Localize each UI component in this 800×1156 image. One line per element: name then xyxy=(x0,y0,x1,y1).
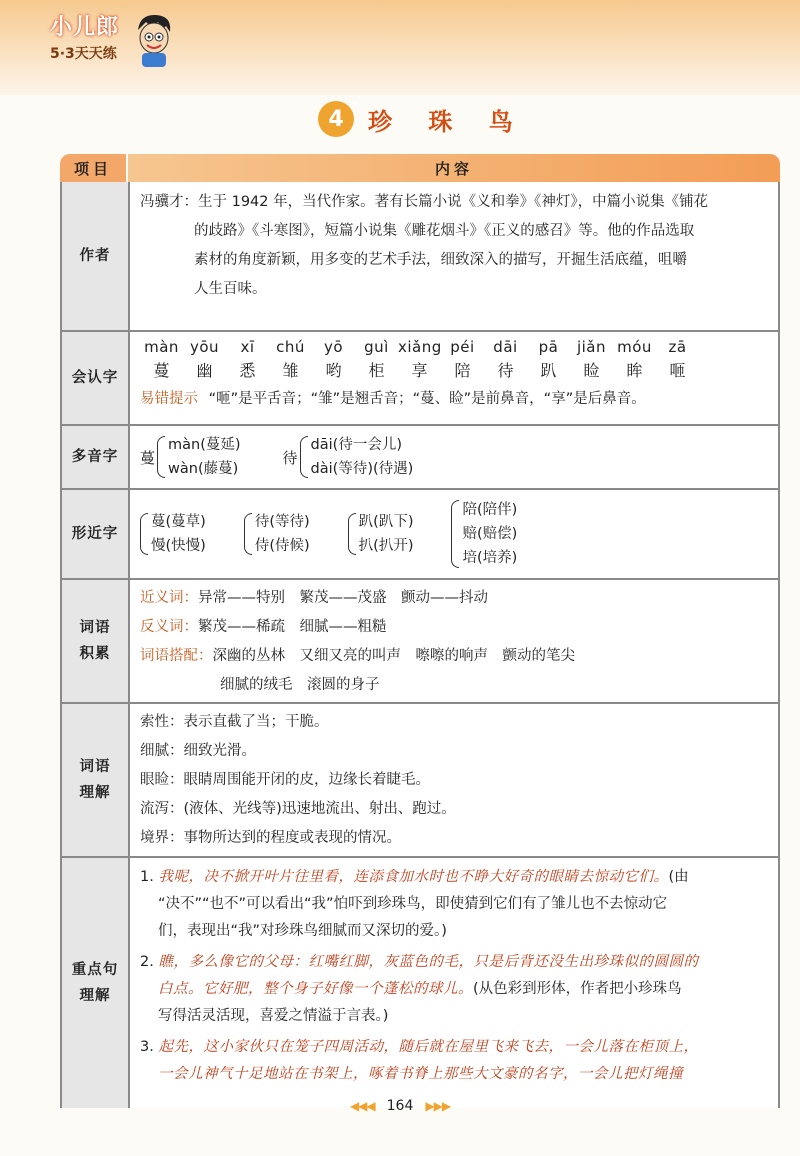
label-understand-2: 理解 xyxy=(79,785,111,801)
label-understand xyxy=(62,704,130,856)
char-item: 陪 xyxy=(454,361,471,380)
brace-icon xyxy=(451,500,459,568)
synonym-label: 近义词： xyxy=(140,590,198,606)
polyphone-group-1 xyxy=(140,433,241,481)
sentence-2-line-2 xyxy=(140,976,766,1003)
label-key-1: 重点句 xyxy=(71,962,119,978)
polyphone-group-2 xyxy=(283,433,414,481)
pinyin-item: yō xyxy=(323,338,344,356)
study-table xyxy=(60,154,780,1108)
row-similar xyxy=(62,490,778,580)
sentence-2-quote-a: 瞧，多么像它的父母：红嘴红脚，灰蓝色的毛，只是后背还没生出珍珠似的圆圆的 xyxy=(158,954,699,970)
pinyin-item: pā xyxy=(538,338,559,356)
sentence-1-note-b: “决不”“也不”可以看出“我”怕吓到珍珠鸟，即使猜到它们有了雏儿也不去惊动它 xyxy=(158,896,668,912)
char-item: 咂 xyxy=(669,361,686,380)
similar-item: 扒(扒开) xyxy=(358,538,414,554)
label-accumulate xyxy=(62,580,130,702)
label-key-sentences xyxy=(62,858,130,1108)
label-recognize: 会认字 xyxy=(62,332,130,424)
antonym-line xyxy=(140,613,766,642)
lesson-heading xyxy=(318,96,527,142)
similar-group-3 xyxy=(348,510,414,558)
label-understand-1: 词语 xyxy=(79,759,111,775)
row-accumulate xyxy=(62,580,778,704)
char-item: 蔓 xyxy=(153,361,170,380)
table-body xyxy=(60,182,780,1108)
definition-item: 眼睑：眼睛周围能开闭的皮，边缘长着睫毛。 xyxy=(140,772,430,788)
brand-title: 小儿郎 xyxy=(50,15,120,40)
header-band xyxy=(0,0,800,95)
sentence-1-note-c: 们，表现出“我”对珍珠鸟细腻而又深切的爱。) xyxy=(158,923,447,939)
char-row xyxy=(140,358,766,381)
lesson-title: 珍 珠 鸟 xyxy=(368,107,527,136)
synonym-text: 异常——特别 繁茂——茂盛 颤动——抖动 xyxy=(198,590,488,606)
pinyin-item: màn xyxy=(144,338,179,356)
sentence-1-number: 1. xyxy=(140,869,154,885)
polyphone-char-1: 蔓 xyxy=(140,448,156,467)
collocation-text-2: 细腻的绒毛 滚圆的身子 xyxy=(220,677,380,693)
col-header-content: 内容 xyxy=(128,154,780,182)
mascot-icon xyxy=(132,10,176,68)
similar-group-2 xyxy=(244,510,310,558)
antonym-label: 反义词： xyxy=(140,619,198,635)
row-author xyxy=(62,182,778,332)
char-item: 待 xyxy=(497,361,514,380)
sentence-2-quote-b: 白点。它好肥，整个身子好像一个蓬松的球儿。 xyxy=(158,981,473,997)
lesson-number-badge xyxy=(318,99,358,137)
similar-item: 培(培养) xyxy=(462,550,518,566)
author-line-1: 冯骥才：生于 1942 年，当代作家。著有长篇小说《义和拳》《神灯》，中篇小说集《铺花 xyxy=(140,194,709,210)
similar-group-4 xyxy=(451,498,517,570)
char-item: 享 xyxy=(411,361,428,380)
brace-icon xyxy=(140,513,148,555)
definition-item: 境界：事物所达到的程度或表现的情况。 xyxy=(140,830,401,846)
pinyin-item: jiǎn xyxy=(576,338,607,356)
char-item: 睑 xyxy=(583,361,600,380)
sentence-2-note-b: 写得活灵活现，喜爱之情溢于言表。) xyxy=(158,1008,389,1024)
tip-label: 易错提示 xyxy=(140,391,198,407)
label-similar: 形近字 xyxy=(62,490,130,578)
brace-icon xyxy=(157,436,165,478)
brand-logo xyxy=(50,10,119,63)
table-header xyxy=(60,154,780,182)
label-polyphone: 多音字 xyxy=(62,426,130,488)
sentence-2-note-a: (从色彩到形体，作者把小珍珠鸟 xyxy=(473,981,682,997)
similar-group-1 xyxy=(140,510,206,558)
similar-item: 蔓(蔓草) xyxy=(151,514,206,530)
row-key-sentences xyxy=(62,858,778,1108)
tip-line xyxy=(140,387,766,408)
pinyin-item: dāi xyxy=(493,338,518,356)
similar-item: 赔(赔偿) xyxy=(462,526,518,542)
definition-item: 流泻：(液体、光线等)迅速地流出、射出、跑过。 xyxy=(140,801,456,817)
next-arrows-icon: ▶▶▶ xyxy=(425,1099,451,1113)
brace-icon xyxy=(300,436,308,478)
row-recognize xyxy=(62,332,778,426)
page-footer xyxy=(0,1094,800,1118)
collocation-text-1: 深幽的丛林 又细又亮的叫声 嚓嚓的响声 颤动的笔尖 xyxy=(212,648,575,664)
row-understand xyxy=(62,704,778,858)
sentence-3-quote-a: 起先，这小家伙只在笼子四周活动，随后就在屋里飞来飞去，一会儿落在柜顶上， xyxy=(158,1039,699,1055)
char-item: 幽 xyxy=(196,361,213,380)
definition-item: 细腻：细致光滑。 xyxy=(140,743,256,759)
label-accumulate-2: 积累 xyxy=(79,646,111,662)
definition-item: 索性：表示直截了当；干脆。 xyxy=(140,714,329,730)
pinyin-item: xiǎng xyxy=(398,338,442,356)
char-item: 哟 xyxy=(325,361,342,380)
label-accumulate-1: 词语 xyxy=(79,620,111,636)
similar-item: 待(等待) xyxy=(254,514,310,530)
collocation-line xyxy=(140,642,766,671)
sentence-2-number: 2. xyxy=(140,954,154,970)
sentence-1-note-a: (由 xyxy=(668,869,689,885)
polyphone-item: wàn(藤蔓) xyxy=(168,461,239,477)
synonym-line xyxy=(140,584,766,613)
collocation-label: 词语搭配： xyxy=(140,648,213,664)
col-header-item: 项目 xyxy=(60,154,126,182)
brace-icon xyxy=(244,513,252,555)
pinyin-row xyxy=(140,338,766,356)
char-item: 悉 xyxy=(239,361,256,380)
sentence-3-number: 3. xyxy=(140,1039,154,1055)
sentence-3-line-1 xyxy=(140,1034,766,1061)
pinyin-item: guì xyxy=(364,338,389,356)
prev-arrows-icon: ◀◀◀ xyxy=(349,1099,375,1113)
brand-series: 5·3天天练 xyxy=(50,46,117,62)
antonym-text: 繁茂——稀疏 细腻——粗糙 xyxy=(198,619,387,635)
tip-text: “咂”是平舌音；“雏”是翘舌音；“蔓、睑”是前鼻音，“享”是后鼻音。 xyxy=(208,391,646,407)
sentence-1-line-1 xyxy=(140,864,766,891)
understand-list xyxy=(130,704,778,856)
pinyin-item: xī xyxy=(240,338,255,356)
char-item: 柜 xyxy=(368,361,385,380)
char-item: 趴 xyxy=(540,361,557,380)
author-line-3: 素材的角度新颖，用多变的艺术手法，细致深入的描写，开掘生活底蕴，咀嚼 xyxy=(194,252,687,268)
pinyin-item: chú xyxy=(276,338,305,356)
lesson-star: * xyxy=(352,99,358,112)
polyphone-char-2: 待 xyxy=(282,448,298,467)
label-key-2: 理解 xyxy=(79,988,111,1004)
similar-item: 慢(快慢) xyxy=(151,538,206,554)
author-line-4: 人生百味。 xyxy=(194,281,267,297)
similar-item: 陪(陪伴) xyxy=(462,502,518,518)
sentence-2-line-1 xyxy=(140,949,766,976)
label-author: 作者 xyxy=(62,182,130,330)
pinyin-item: yōu xyxy=(189,338,220,356)
pinyin-item: zā xyxy=(668,338,687,356)
char-item: 雏 xyxy=(282,361,299,380)
pinyin-item: móu xyxy=(617,338,652,356)
polyphone-item: dài(等待)(待遇) xyxy=(310,461,414,477)
row-polyphone xyxy=(62,426,778,490)
polyphone-item: màn(蔓延) xyxy=(168,437,241,453)
similar-item: 侍(侍候) xyxy=(254,538,310,554)
pinyin-item: péi xyxy=(450,338,475,356)
similar-item: 趴(趴下) xyxy=(358,514,414,530)
lesson-number: 4 xyxy=(328,106,344,132)
sentence-3-line-2 xyxy=(140,1061,766,1088)
sentence-1-quote: 我呢，决不掀开叶片往里看，连添食加水时也不睁大好奇的眼睛去惊动它们。 xyxy=(158,869,669,885)
char-item: 眸 xyxy=(626,361,643,380)
author-line-2: 的歧路》《斗寒图》，短篇小说集《雕花烟斗》《正义的感召》等。他的作品选取 xyxy=(194,223,695,239)
sentence-3-quote-b: 一会儿神气十足地站在书架上，啄着书脊上那些大文豪的名字，一会儿把灯绳撞 xyxy=(158,1066,683,1082)
brace-icon xyxy=(348,513,356,555)
page-number: 164 xyxy=(386,1098,414,1114)
polyphone-item: dāi(待一会儿) xyxy=(310,437,402,453)
